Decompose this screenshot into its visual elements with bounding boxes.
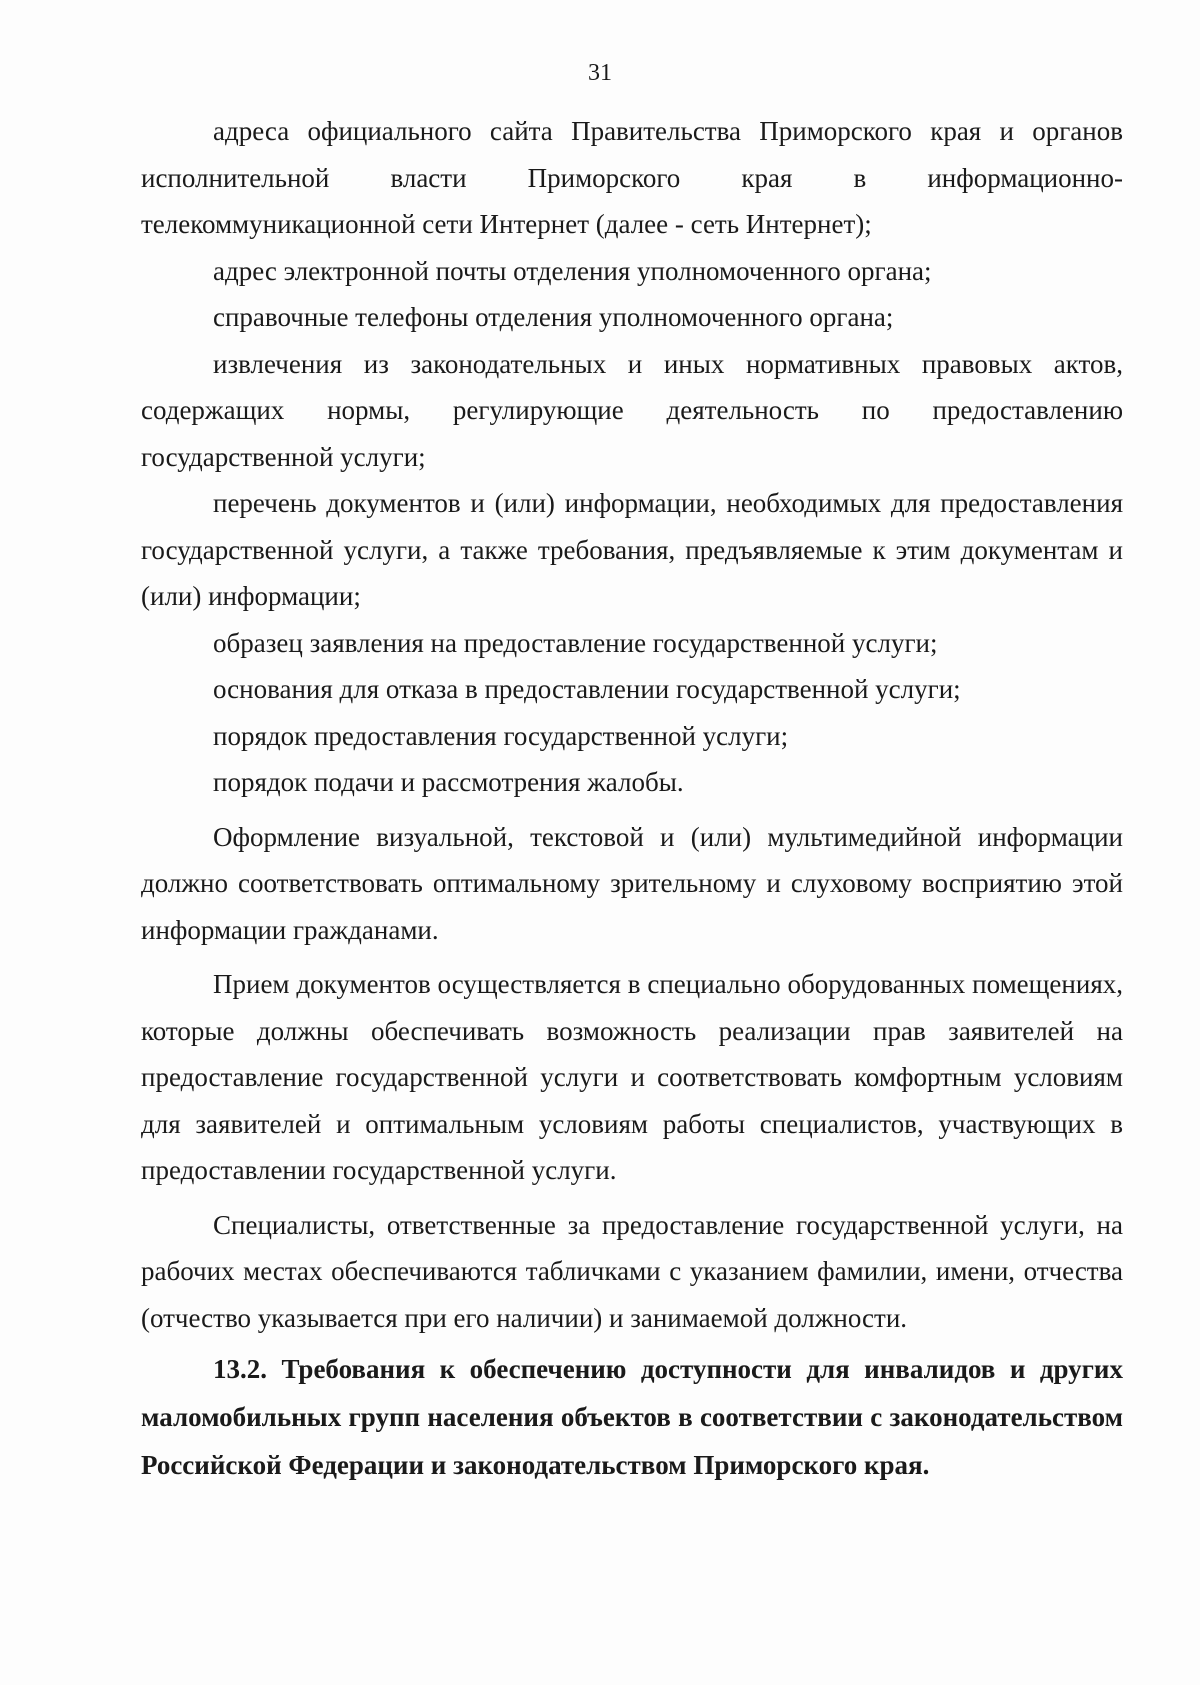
paragraph-phone-numbers: справочные телефоны отделения уполномоченного органа; [213, 302, 894, 332]
paragraph-document-reception: Прием документов осуществляется в специально оборудованных помещениях, которые должны обеспечивать возможность реализации прав заявителей на предоставление государственной услуги и соответствовать комфортным условиям для заявителей и оптимальным условиям работы специалистов, участвующих в предоставлении государственной услуги. [141, 969, 1123, 1185]
section-heading: 13.2. Требования к обеспечению доступности для инвалидов и других маломобильных групп населения объектов в соответствии с законодательством Российской Федерации и законодательством Приморского края. [141, 1354, 1123, 1480]
paragraph-website-addresses: адреса официального сайта Правительства Приморского края и органов исполнительной власти Приморского края в информационно-телекоммуникационной сети Интернет (далее - сеть Интернет); [141, 116, 1123, 239]
paragraph-documents-list: перечень документов и (или) информации, необходимых для предоставления государственной услуги, а также требования, предъявляемые к этим документам и (или) информации; [141, 488, 1123, 611]
paragraph-complaint-procedure: порядок подачи и рассмотрения жалобы. [213, 767, 684, 797]
paragraph-application-sample: образец заявления на предоставление государственной услуги; [213, 627, 938, 658]
page-number: 31 [588, 60, 612, 86]
paragraph-information-design: Оформление визуальной, текстовой и (или) мультимедийной информации должно соответствовать оптимальному зрительному и слуховому восприятию этой информации гражданами. [141, 821, 1123, 945]
paragraph-refusal-grounds: основания для отказа в предоставлении государственной услуги; [213, 674, 961, 704]
paragraph-service-procedure: порядок предоставления государственной услуги; [213, 720, 789, 751]
paragraph-legal-extracts: извлечения из законодательных и иных нормативных правовых актов, содержащих нормы, регулирующие деятельность по предоставлению государственной услуги; [141, 348, 1123, 472]
paragraph-email-address: адрес электронной почты отделения уполномоченного органа; [213, 255, 932, 286]
paragraph-specialists-nameplates: Специалисты, ответственные за предоставление государственной услуги, на рабочих местах обеспечиваются табличками с указанием фамилии, имени, отчества (отчество указывается при его наличии) и занимаемой должности. [141, 1209, 1123, 1333]
document-body [141, 108, 1123, 1489]
